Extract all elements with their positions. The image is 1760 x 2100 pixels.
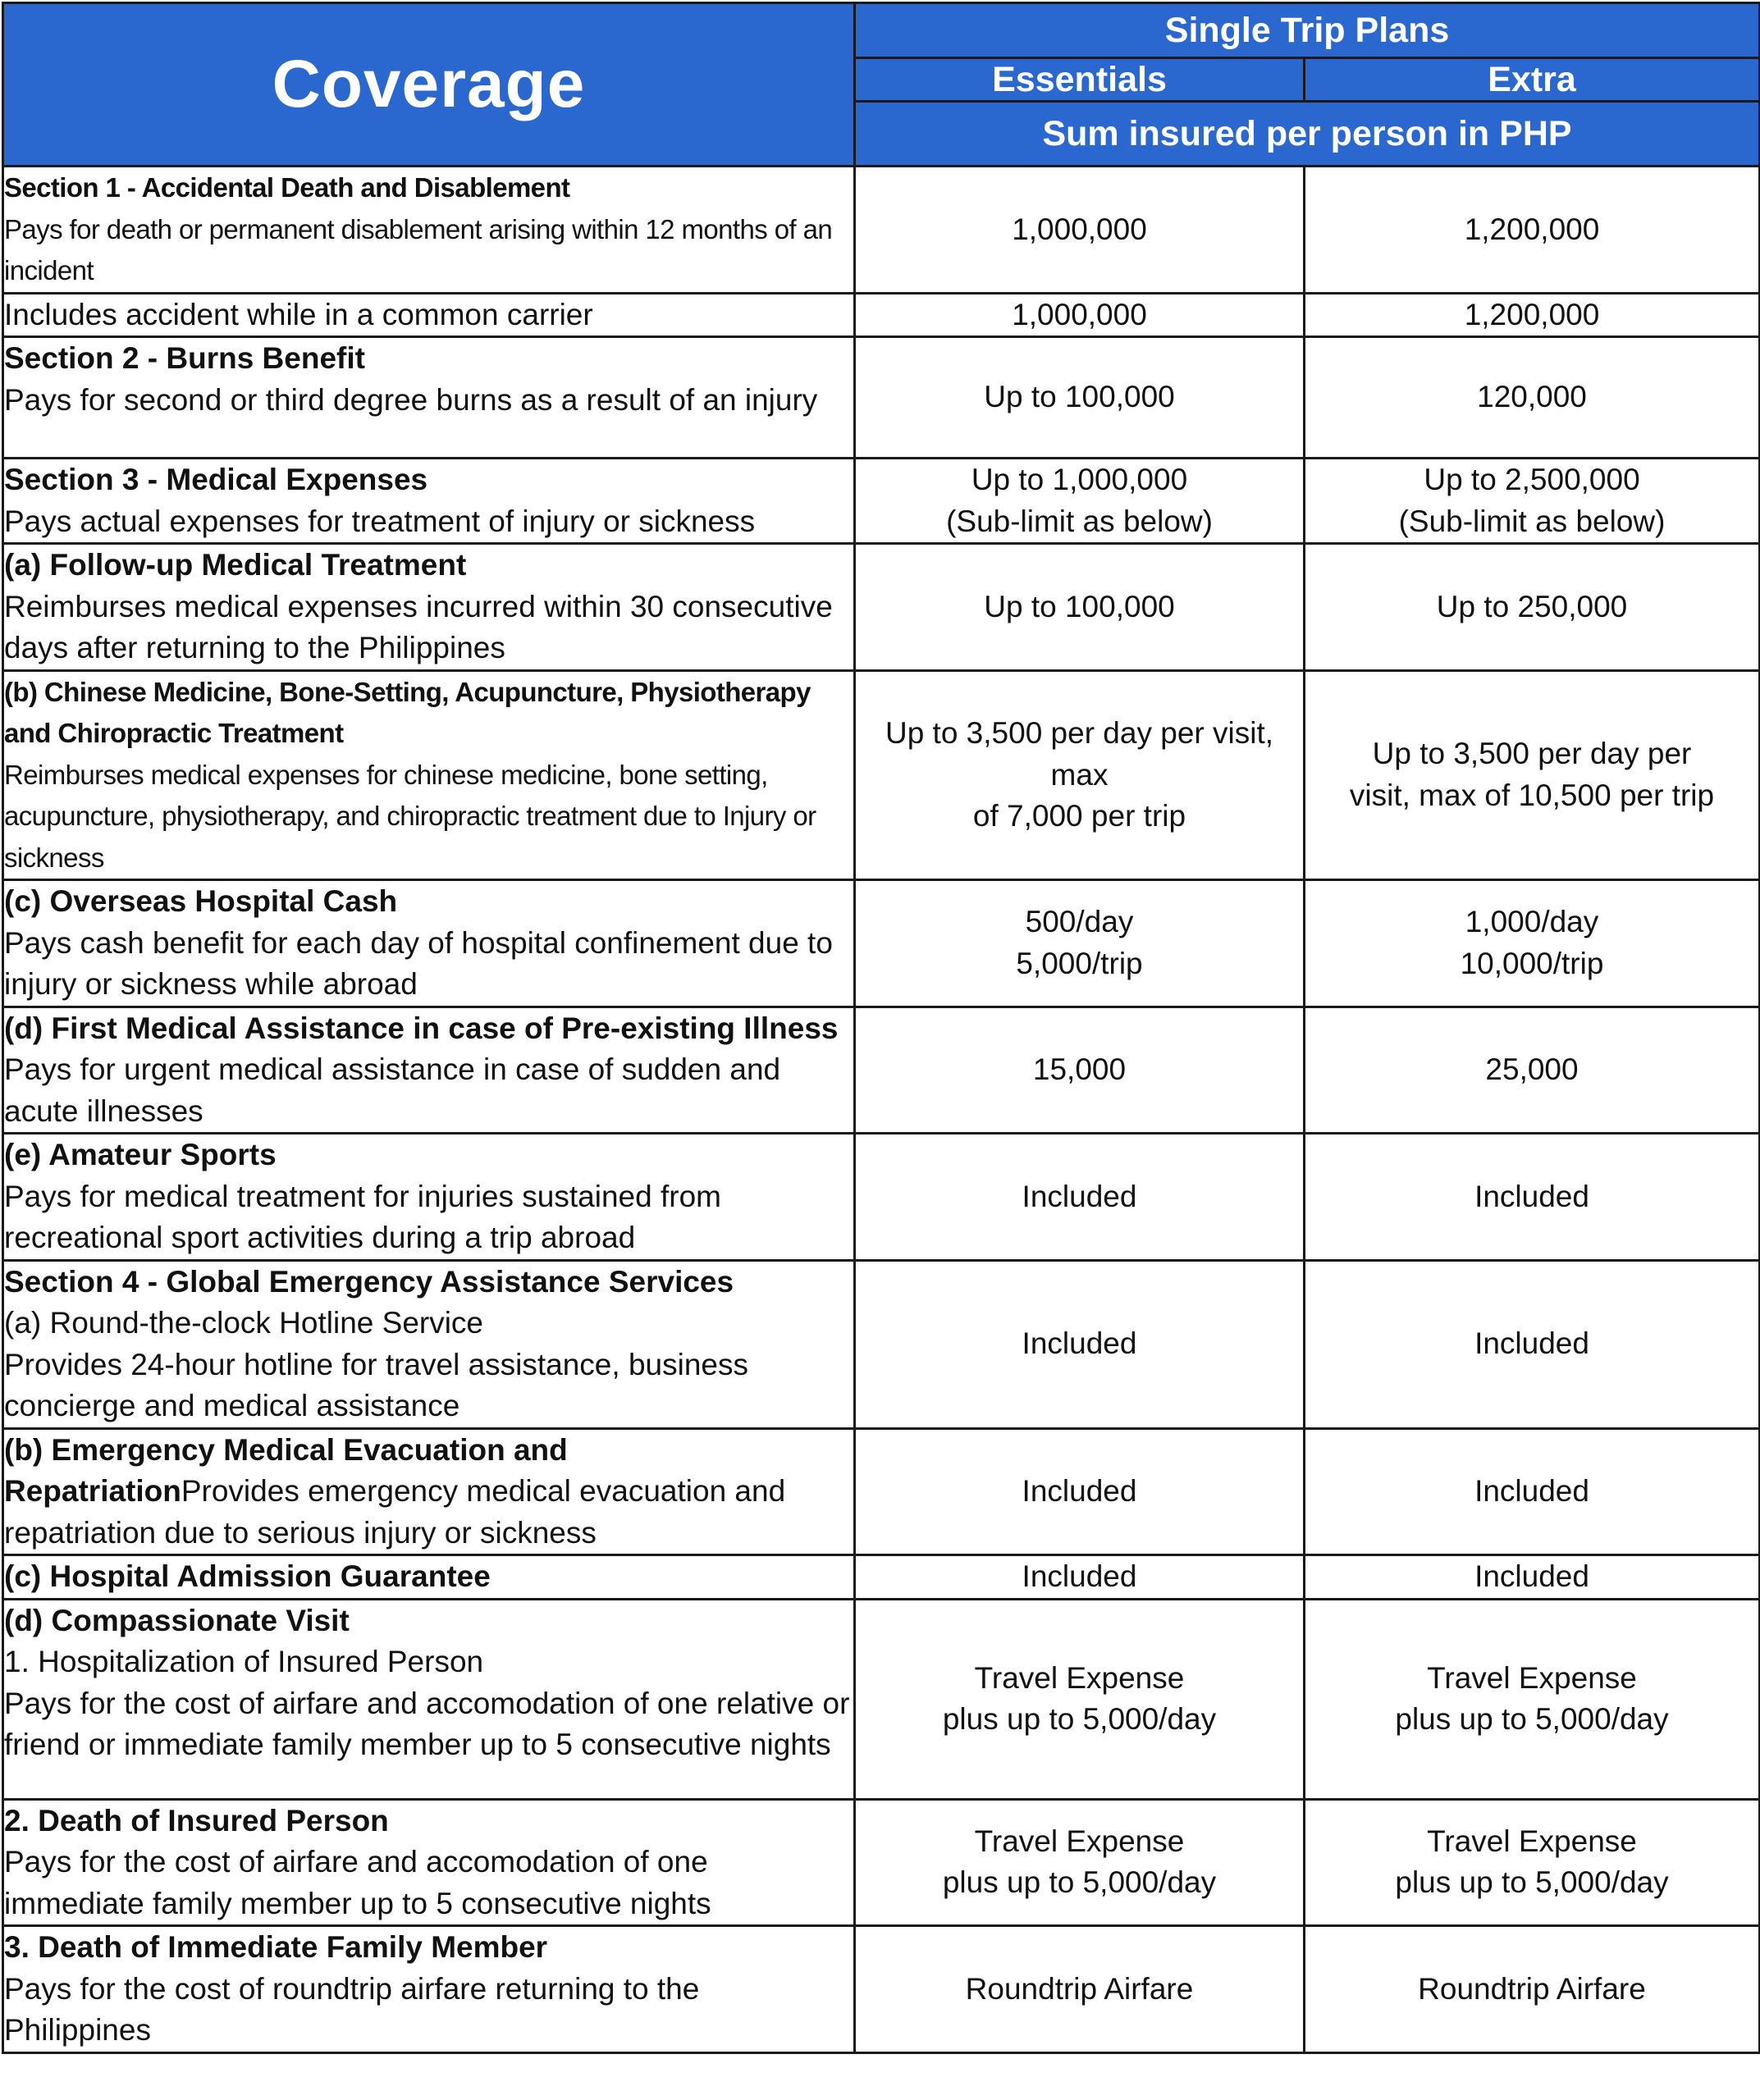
extra-value	[1305, 1926, 1760, 2053]
table-row	[3, 337, 1760, 459]
coverage-detail: Reimburses medical expenses for chinese medicine, bone setting, acupuncture, physiotherapy, and chiropractic treatment due to Injury or sickness	[4, 759, 816, 873]
coverage-detail: Pays for the cost of airfare and accomodation of one immediate family member up to 5 consecutive nights	[4, 1845, 711, 1920]
essentials-value-line: of 7,000 per trip	[972, 799, 1186, 833]
essentials-value	[855, 459, 1305, 544]
coverage-title: (e) Amateur Sports	[4, 1138, 277, 1171]
table-row	[3, 1428, 1760, 1555]
coverage-detail: Pays cash benefit for each day of hospital confinement due to injury or sickness while abroad	[4, 925, 833, 1001]
table-row	[3, 1260, 1760, 1428]
extra-value-line: Included	[1474, 1179, 1589, 1213]
coverage-detail: Provides emergency medical evacuation and repatriation due to serious injury or sickness	[4, 1474, 786, 1550]
essentials-value-line: 1,000,000	[1012, 212, 1147, 246]
essentials-value	[855, 880, 1305, 1007]
table-row	[3, 544, 1760, 671]
extra-value-line: plus up to 5,000/day	[1395, 1865, 1669, 1900]
coverage-description	[3, 1555, 855, 1600]
coverage-title: 2. Death of Insured Person	[4, 1803, 389, 1838]
extra-value	[1305, 1599, 1760, 1799]
essentials-value-line: plus up to 5,000/day	[942, 1865, 1217, 1900]
coverage-description	[3, 459, 855, 544]
extra-value-line: Included	[1474, 1326, 1589, 1361]
coverage-description	[3, 1134, 855, 1261]
coverage-title: 3. Death of Immediate Family Member	[4, 1930, 548, 1964]
extra-value-line: 25,000	[1485, 1052, 1579, 1086]
essentials-value	[855, 1428, 1305, 1555]
coverage-title: (a) Follow-up Medical Treatment	[4, 548, 467, 582]
coverage-title: (c) Hospital Admission Guarantee	[4, 1559, 491, 1593]
coverage-description	[3, 167, 855, 294]
essentials-value-line: Included	[1022, 1559, 1137, 1593]
essentials-value-line: (Sub-limit as below)	[946, 504, 1213, 538]
coverage-title: Section 4 - Global Emergency Assistance Services	[4, 1264, 734, 1299]
extra-value-line: (Sub-limit as below)	[1398, 504, 1666, 538]
extra-value-line: Included	[1474, 1474, 1589, 1508]
coverage-title: (d) First Medical Assistance in case of Pre-existing Illness	[4, 1011, 839, 1045]
essentials-value-line: Included	[1022, 1474, 1137, 1508]
coverage-description	[3, 1799, 855, 1926]
essentials-value	[855, 167, 1305, 294]
essentials-value-line: Included	[1022, 1179, 1137, 1213]
extra-value-line: 1,200,000	[1464, 212, 1600, 246]
coverage-detail: Pays for urgent medical assistance in case of sudden and acute illnesses	[4, 1052, 781, 1128]
table-row	[3, 1599, 1760, 1799]
coverage-title: Section 2 - Burns Benefit	[4, 341, 365, 375]
coverage-title: (b) Emergency Medical Evacuation and Repatriation	[4, 1432, 568, 1508]
essentials-value-line: 5,000/trip	[1016, 946, 1143, 980]
coverage-detail: Pays for second or third degree burns as a result of an injury	[4, 382, 818, 417]
extra-value	[1305, 1134, 1760, 1261]
coverage-description	[3, 293, 855, 337]
essentials-value	[855, 1926, 1305, 2053]
table-row	[3, 880, 1760, 1007]
table-row	[3, 167, 1760, 294]
extra-value	[1305, 1555, 1760, 1600]
coverage-description	[3, 1926, 855, 2053]
single-trip-plans-header: Single Trip Plans	[855, 3, 1760, 58]
table-row	[3, 1007, 1760, 1134]
coverage-title: Section 1 - Accidental Death and Disablement	[4, 172, 570, 203]
coverage-table-body	[3, 167, 1760, 2053]
extra-value	[1305, 1260, 1760, 1428]
essentials-value-line: 15,000	[1032, 1052, 1127, 1086]
coverage-detail: Pays actual expenses for treatment of injury or sickness	[4, 504, 756, 538]
table-row	[3, 670, 1760, 880]
essentials-value-line: Up to 100,000	[984, 380, 1175, 414]
essentials-value	[855, 1007, 1305, 1134]
table-row	[3, 1926, 1760, 2053]
essentials-value	[855, 1555, 1305, 1600]
essentials-value	[855, 1799, 1305, 1926]
extra-value	[1305, 1007, 1760, 1134]
extra-value	[1305, 337, 1760, 459]
coverage-detail: Pays for medical treatment for injuries sustained from recreational sport activities during a trip abroad	[4, 1179, 721, 1254]
extra-value-line: Up to 2,500,000	[1424, 463, 1640, 496]
coverage-description	[3, 670, 855, 880]
essentials-value	[855, 670, 1305, 880]
extra-value-line: 10,000/trip	[1460, 946, 1604, 980]
header-row-plans	[3, 3, 1760, 58]
essentials-value-line: max	[1050, 757, 1109, 792]
sum-insured-header: Sum insured per person in PHP	[855, 102, 1760, 167]
table-row	[3, 293, 1760, 337]
coverage-detail: Includes accident while in a common carrier	[4, 297, 593, 331]
essentials-plan-header: Essentials	[855, 58, 1305, 102]
coverage-title: Section 3 - Medical Expenses	[4, 463, 428, 496]
essentials-value-line: Up to 1,000,000	[971, 463, 1188, 496]
coverage-detail: 1. Hospitalization of Insured Person	[4, 1645, 484, 1678]
essentials-value-line: Up to 3,500 per day per visit,	[885, 716, 1274, 750]
extra-value	[1305, 880, 1760, 1007]
extra-value	[1305, 670, 1760, 880]
essentials-value-line: Roundtrip Airfare	[965, 1971, 1194, 2006]
coverage-title: (b) Chinese Medicine, Bone-Setting, Acupuncture, Physiotherapy and Chiropractic Treatment	[4, 676, 811, 748]
coverage-title: (d) Compassionate Visit	[4, 1603, 350, 1637]
coverage-detail: Reimburses medical expenses incurred within 30 consecutive days after returning to the Philippines	[4, 589, 833, 664]
coverage-detail: Provides 24-hour hotline for travel assistance, business concierge and medical assistance	[4, 1347, 748, 1422]
coverage-description	[3, 337, 855, 459]
essentials-value	[855, 337, 1305, 459]
coverage-description	[3, 1007, 855, 1134]
extra-value-line: Travel Expense	[1427, 1824, 1637, 1858]
essentials-value	[855, 544, 1305, 671]
coverage-detail: Pays for death or permanent disablement arising within 12 months of an incident	[4, 213, 833, 285]
extra-value-line: 1,000/day	[1465, 905, 1599, 939]
essentials-value	[855, 1260, 1305, 1428]
extra-value-line: Roundtrip Airfare	[1418, 1971, 1646, 2006]
essentials-value-line: plus up to 5,000/day	[942, 1702, 1217, 1736]
table-row	[3, 1134, 1760, 1261]
extra-value-line: plus up to 5,000/day	[1395, 1702, 1669, 1736]
extra-value-line: Included	[1474, 1559, 1589, 1593]
coverage-detail: (a) Round-the-clock Hotline Service	[4, 1306, 484, 1340]
extra-value	[1305, 167, 1760, 294]
extra-value-line: Travel Expense	[1427, 1660, 1637, 1695]
essentials-value	[855, 1599, 1305, 1799]
essentials-value-line: Included	[1022, 1326, 1137, 1361]
table-row	[3, 459, 1760, 544]
coverage-description	[3, 1599, 855, 1799]
essentials-value-line: 1,000,000	[1012, 297, 1147, 331]
extra-value-line: Up to 250,000	[1436, 589, 1628, 623]
table-row	[3, 1799, 1760, 1926]
table-row	[3, 1555, 1760, 1600]
essentials-value-line: Travel Expense	[974, 1660, 1185, 1695]
essentials-value	[855, 293, 1305, 337]
extra-value	[1305, 459, 1760, 544]
coverage-description	[3, 880, 855, 1007]
extra-value-line: 120,000	[1477, 380, 1587, 414]
extra-value-line: Up to 3,500 per day per	[1372, 737, 1692, 771]
essentials-value-line: Up to 100,000	[984, 589, 1175, 623]
coverage-detail: Pays for the cost of roundtrip airfare returning to the Philippines	[4, 1971, 700, 2047]
extra-value-line: visit, max of 10,500 per trip	[1349, 778, 1715, 812]
coverage-table	[2, 2, 1760, 2054]
extra-value	[1305, 1799, 1760, 1926]
coverage-description	[3, 1260, 855, 1428]
coverage-header: Coverage	[3, 3, 855, 167]
coverage-description	[3, 1428, 855, 1555]
coverage-description	[3, 544, 855, 671]
extra-value	[1305, 544, 1760, 671]
extra-value	[1305, 1428, 1760, 1555]
coverage-title: (c) Overseas Hospital Cash	[4, 884, 398, 918]
essentials-value-line: Travel Expense	[974, 1824, 1185, 1858]
extra-value-line: 1,200,000	[1464, 297, 1600, 331]
extra-value	[1305, 293, 1760, 337]
extra-plan-header: Extra	[1305, 58, 1760, 102]
essentials-value-line: 500/day	[1025, 905, 1134, 939]
essentials-value	[855, 1134, 1305, 1261]
coverage-detail: Pays for the cost of airfare and accomodation of one relative or friend or immediate family member up to 5 consecutive nights	[4, 1686, 850, 1761]
